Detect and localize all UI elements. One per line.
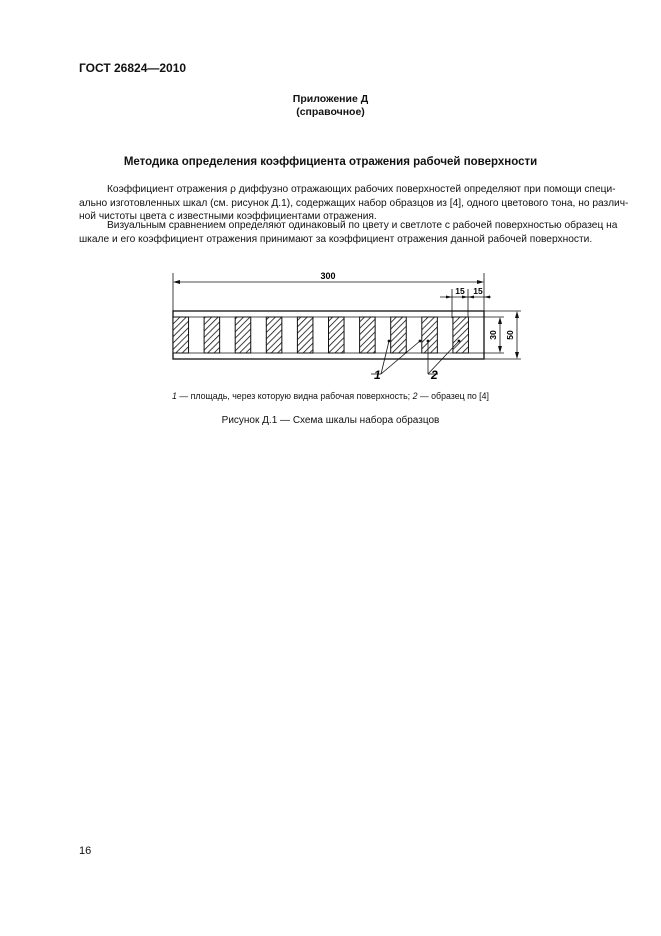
hatched-sample [453,317,469,353]
paragraph-line: Визуальным сравнением определяют одинаковый по цвету и светлоте с рабочей поверхностью образец на [107,220,618,231]
legend-text-1: — площадь, через которую видна рабочая поверхность; [176,391,413,401]
leader-dot [427,340,430,343]
legend-text-2: — образец по [4] [417,391,489,401]
figure-legend [0,391,661,401]
paragraph-line: шкале и его коэффициент отражения принимают за коэффициент отражения данной рабочей поверхности. [79,233,593,245]
section-title: Методика определения коэффициента отражения рабочей поверхности [123,156,538,168]
arrow-head [498,346,502,353]
dimension-label-15a: 15 [455,286,465,296]
legend-number-1: 1 [172,391,177,401]
arrow-head [477,280,484,284]
hatched-sample [235,317,251,353]
leader-dot [458,340,461,343]
leader-dot [388,340,391,343]
hatched-sample [297,317,313,353]
hatched-sample [173,317,189,353]
paragraph-line: Коэффициент отражения ρ диффузно отражающих рабочих поверхностей определяют при помощи специ- [107,184,616,195]
paragraph-line: ной чистоты цвета с известными коэффициентами отражения. [79,211,377,223]
hatched-sample [360,317,376,353]
hatched-sample [391,317,407,353]
leader-dot [419,340,422,343]
page-number: 16 [79,845,92,857]
arrow-head [515,352,519,359]
appendix-subtitle: (справочное) [296,106,365,118]
dimension-label-30: 30 [488,330,498,340]
dimension-label-15b: 15 [473,286,483,296]
paragraph-line: ально изготовленных шкал (см. рисунок Д.1), содержащих набор образцов из [4], одного цветового тона, но различ- [79,197,629,209]
figure-caption: Рисунок Д.1 — Схема шкалы набора образцов [221,415,440,426]
dimension-label-300: 300 [320,271,336,281]
arrow-head [515,311,519,318]
arrow-head [498,317,502,324]
sample-group [173,317,468,353]
leader-line [381,341,389,374]
arrow-head [173,280,180,284]
document-header: ГОСТ 26824—2010 [79,61,187,75]
callout-label-2: 2 [431,368,438,382]
hatched-sample [422,317,438,353]
arrow-head [484,296,490,299]
arrow-head [446,296,452,299]
dimension-label-50: 50 [505,330,515,340]
hatched-sample [266,317,282,353]
appendix-title: Приложение Д [292,93,369,105]
hatched-sample [204,317,220,353]
hatched-sample [329,317,345,353]
callout-label-1: 1 [374,368,381,382]
legend-number-2: 2 [412,391,418,401]
sample-scale-figure [0,0,661,400]
